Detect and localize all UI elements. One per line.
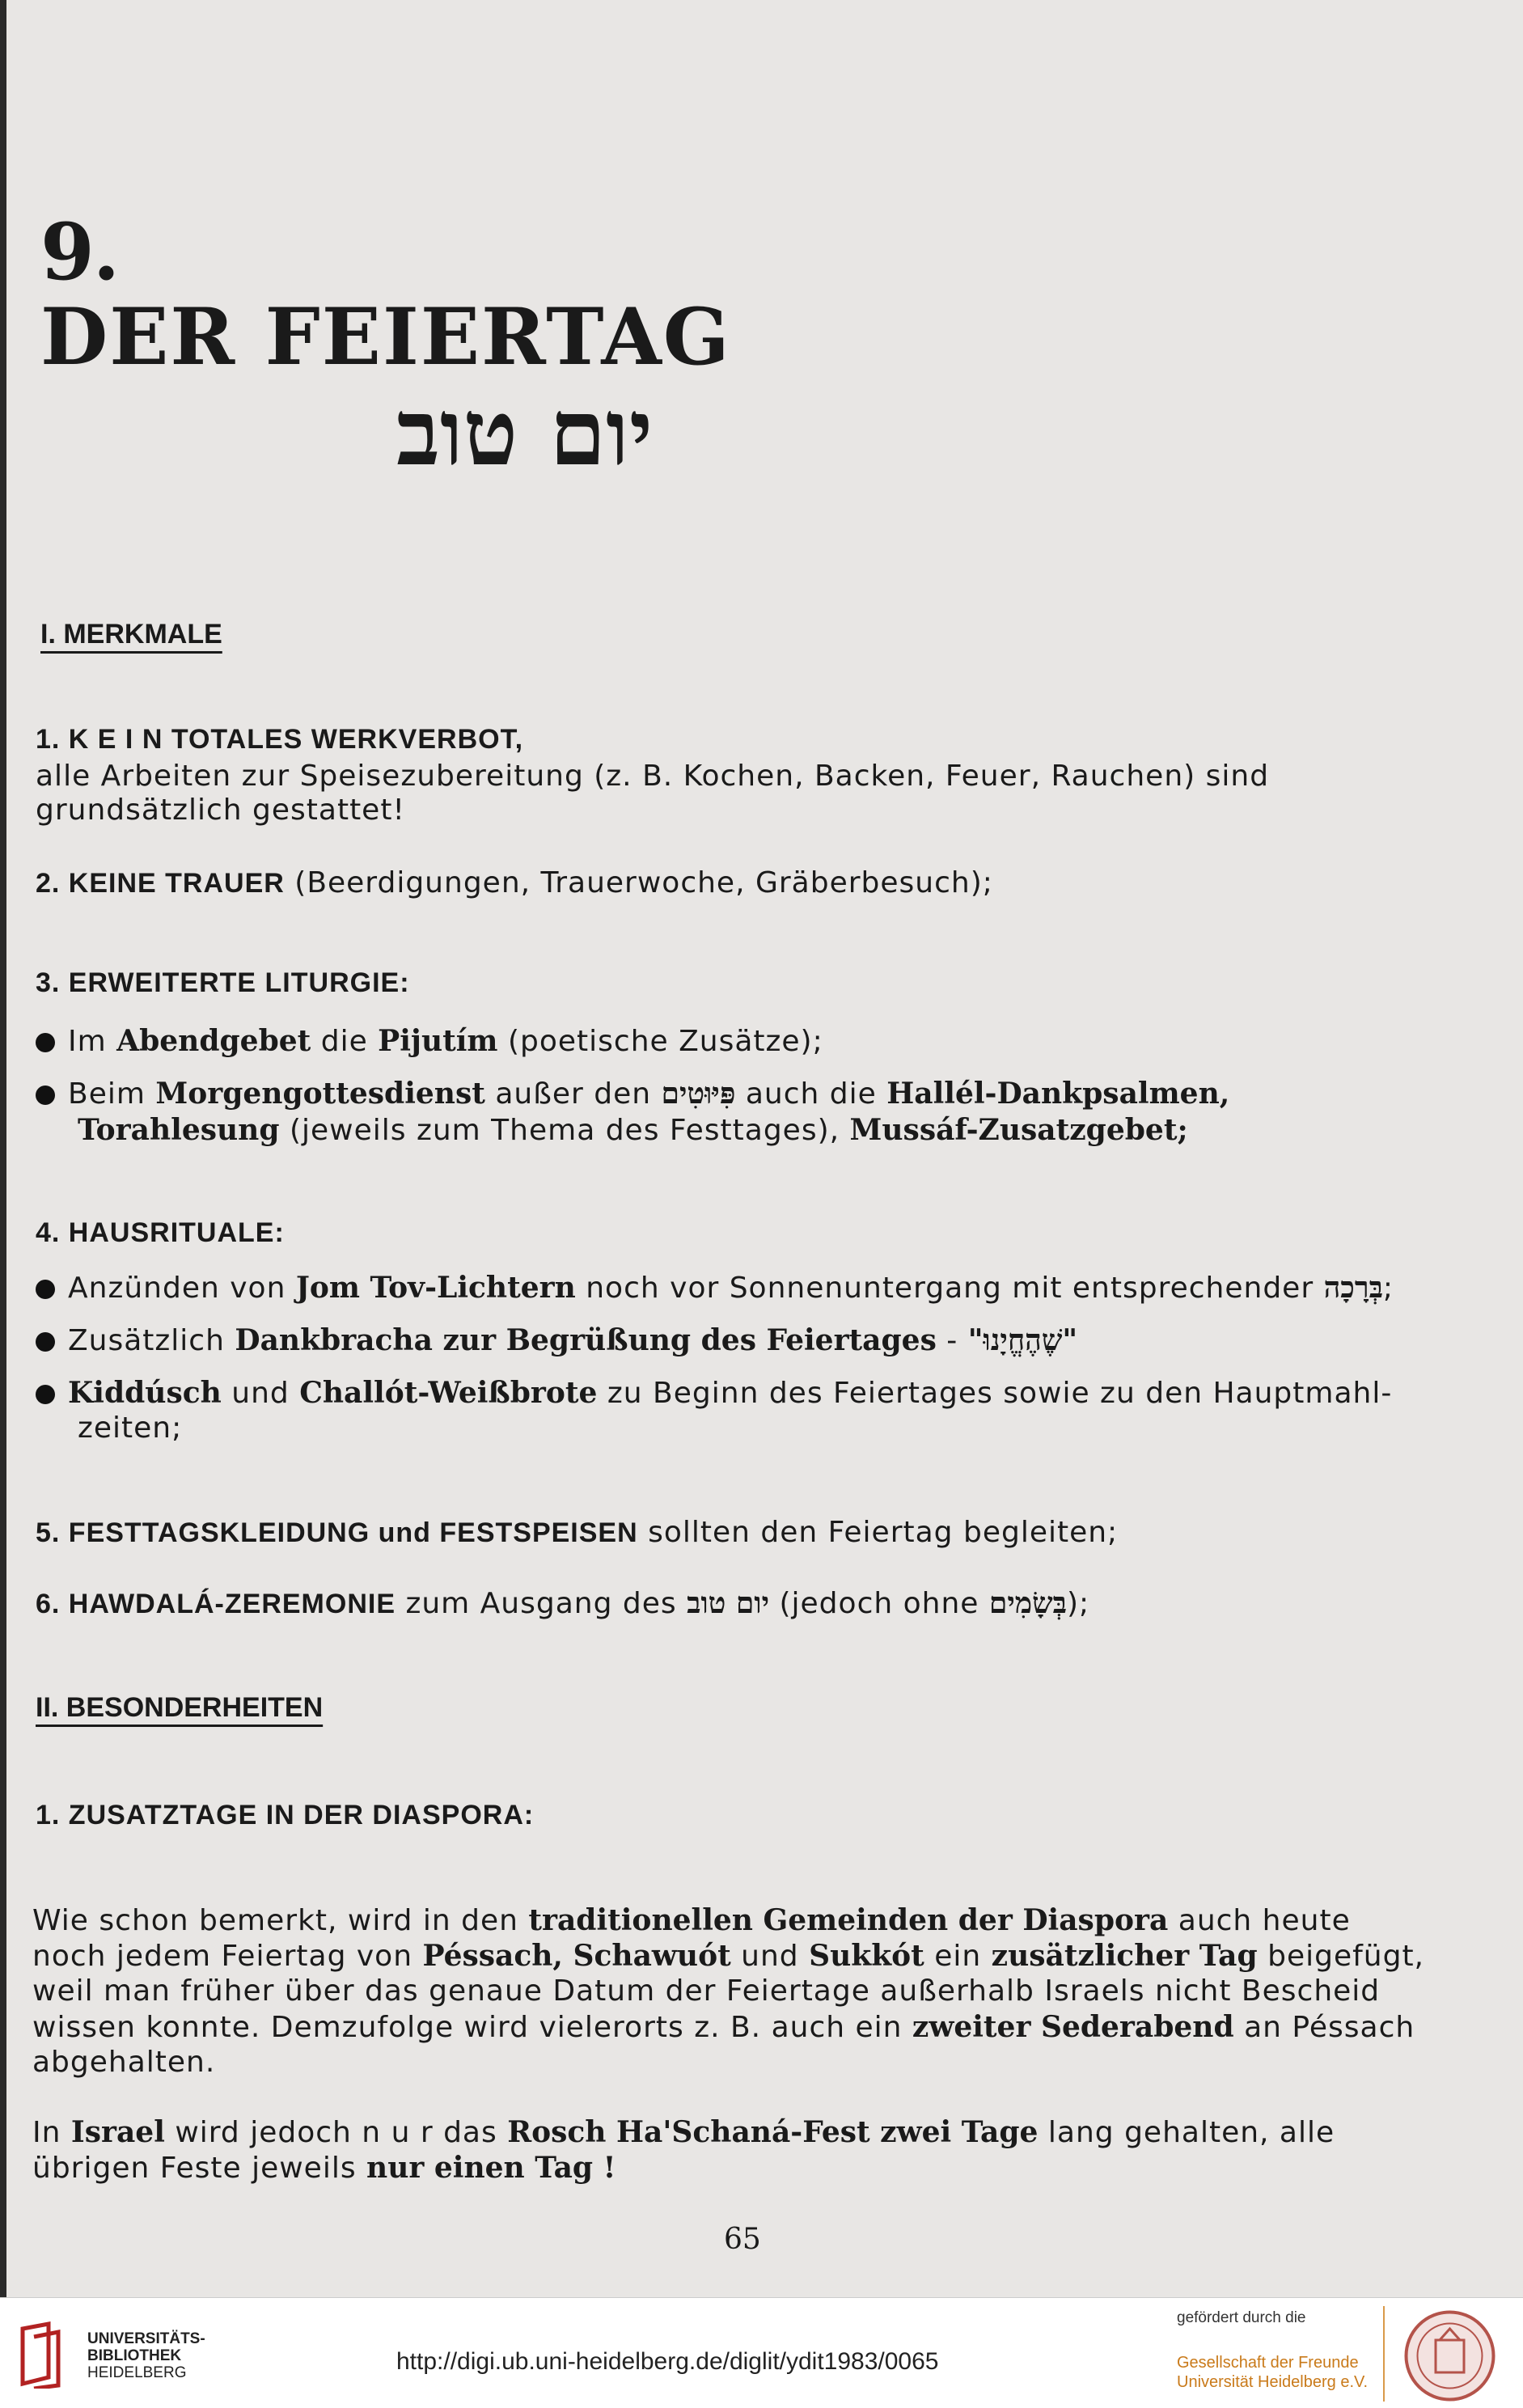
sponsor-label: gefördert durch die (1177, 2309, 1306, 2326)
para1-line-3: weil man früher über das genaue Datum der Feiertage außerhalb Israels nicht Bescheid (32, 1974, 1381, 2008)
item-3-bullet-2-line-2: Torahlesung (jeweils zum Thema des Festtages), Mussáf-Zusatzgebet; (78, 1113, 1188, 1147)
page-number: 65 (724, 2223, 761, 2256)
item-2-heading: 2. KEINE TRAUER (36, 868, 285, 899)
bullet-icon (36, 1385, 55, 1404)
hebrew-yom-tov: יום טוב (687, 1586, 770, 1620)
item-4-bullet-2: Zusätzlich Dankbracha zur Begrüßung des Feiertages - "שֶׁהֶחֱיָנוּ" (36, 1322, 1077, 1359)
para1-line-4: wissen konnte. Demzufolge wird vielerorts z. B. auch ein zweiter Sederabend an Péssach (32, 2010, 1415, 2044)
item-5-heading: 5. FESTTAGSKLEIDUNG und FESTSPEISEN (36, 1517, 638, 1548)
item-4-heading: 4. HAUSRITUALE: (36, 1217, 285, 1248)
chapter-hebrew-title: יום טוב (396, 380, 654, 486)
para1-line-5: abgehalten. (32, 2046, 216, 2079)
para2-line-2: übrigen Feste jeweils nur einen Tag ! (32, 2151, 616, 2185)
hebrew-bracha: בְּרָכָה (1323, 1271, 1383, 1305)
item-2 (36, 865, 993, 901)
item-3-bullet-2: Beim Morgengottesdienst außer den פִּיּוּטִים auch die Hallél-Dankpsalmen, (36, 1076, 1229, 1112)
para1-line-1: Wie schon bemerkt, wird in den traditionellen Gemeinden der Diaspora auch heute (32, 1903, 1351, 1937)
viewer-footer (0, 2297, 1523, 2408)
item-1-heading: 1. K E I N TOTALES WERKVERBOT, (36, 724, 524, 755)
item-4-bullet-3-line-2: zeiten; (78, 1411, 183, 1445)
item-6-heading: 6. HAWDALÁ-ZEREMONIE (36, 1589, 396, 1619)
item-4-bullet-3: Kiddúsch und Challót-Weißbrote zu Beginn des Feiertages sowie zu den Hauptmahl- (36, 1375, 1392, 1411)
item-1-line-2: grundsätzlich gestattet! (36, 793, 405, 827)
section2-item-1-heading: 1. ZUSATZTAGE IN DER DIASPORA: (36, 1800, 535, 1830)
chapter-number: 9. (40, 206, 119, 298)
item-3-heading: 3. ERWEITERTE LITURGIE: (36, 967, 410, 998)
hebrew-piyyutim: פִּיּוּטִים (661, 1077, 736, 1111)
library-logo-icon (16, 2321, 66, 2389)
bullet-icon (36, 1332, 55, 1352)
page-edge (0, 0, 6, 2297)
hebrew-shehecheyanu: "שֶׁהֶחֱיָנוּ" (967, 1323, 1078, 1357)
item-6: 6. HAWDALÁ-ZEREMONIE zum Ausgang des יום טוב (jedoch ohne בְּשָׂמִים); (36, 1586, 1090, 1620)
bullet-icon (36, 1086, 55, 1105)
permalink-url[interactable]: http://digi.ub.uni-heidelberg.de/diglit/ydit1983/0065 (396, 2348, 939, 2375)
bullet-icon (36, 1033, 55, 1052)
library-name: UNIVERSITÄTS- BIBLIOTHEK HEIDELBERG (87, 2330, 205, 2381)
item-3-bullet-1: Im Abendgebet die Pijutím (poetische Zusätze); (36, 1023, 823, 1060)
item-5 (36, 1515, 1118, 1551)
section-heading-besonderheiten: II. BESONDERHEITEN (36, 1692, 324, 1723)
item-2-text: (Beerdigungen, Trauerwoche, Gräberbesuch); (284, 866, 993, 899)
bullet-icon (36, 1280, 55, 1299)
item-4-bullet-1: Anzünden von Jom Tov-Lichtern noch vor Sonnenuntergang mit entsprechender בְּרָכָה; (36, 1270, 1394, 1306)
section-heading-merkmale: I. MERKMALE (40, 619, 222, 650)
university-seal-icon (1403, 2309, 1496, 2402)
para1-line-2: noch jedem Feiertag von Péssach, Schawuót und Sukkót ein zusätzlicher Tag beigefügt, (32, 1939, 1425, 1973)
item-5-text: sollten den Feiertag begleiten; (637, 1516, 1119, 1549)
item-1-line-1: alle Arbeiten zur Speisezubereitung (z. B. Kochen, Backen, Feuer, Rauchen) sind (36, 760, 1270, 793)
hebrew-besamim: בְּשָׂמִים (988, 1586, 1067, 1620)
sponsor-name: Gesellschaft der Freunde Universität Heidelberg e.V. (1177, 2354, 1369, 2391)
chapter-title: DER FEIERTAG (40, 291, 731, 383)
footer-divider (1383, 2306, 1385, 2402)
para2-line-1: In Israel wird jedoch n u r das Rosch Ha'Schaná-Fest zwei Tage lang gehalten, alle (32, 2115, 1335, 2149)
